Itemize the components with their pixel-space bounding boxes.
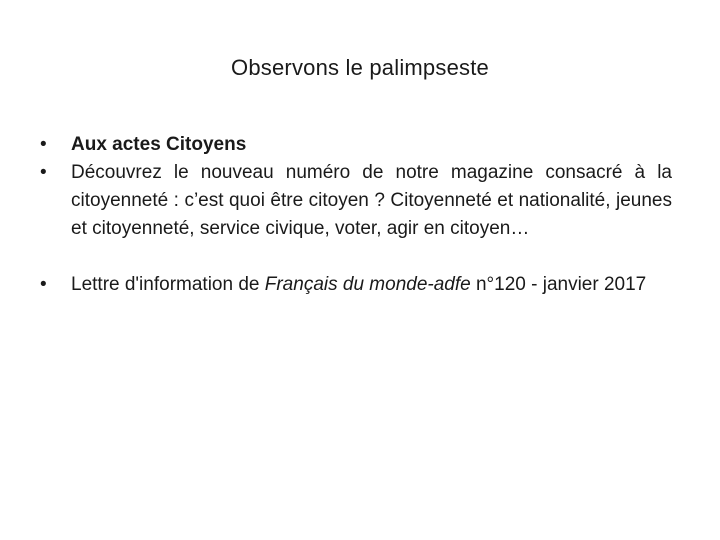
bullet-list <box>40 131 672 299</box>
bullet-text: Aux actes Citoyens <box>71 134 247 155</box>
bullet-glyph: • <box>40 162 47 183</box>
bullet-item-decouvrez <box>40 159 672 243</box>
slide-title: Observons le palimpseste <box>231 55 489 80</box>
bullet-text-after: n°120 - janvier 2017 <box>470 274 647 295</box>
bullet-glyph: • <box>40 274 47 295</box>
bullet-item-aux-actes-citoyens <box>40 131 672 159</box>
bullet-text <box>71 274 646 295</box>
bullet-glyph: • <box>40 134 47 155</box>
bullet-text-before: Lettre d'information de <box>71 274 265 295</box>
publication-name: Français du monde-adfe <box>264 274 471 295</box>
bullet-text: Découvrez le nouveau numéro de notre magazine consacré à la citoyenneté : c’est quoi être citoyen ? Citoyenneté et nationalité, jeunes et citoyenneté, service civique, voter, agir en citoyen… <box>71 162 672 239</box>
bullet-item-lettre-information <box>40 271 672 299</box>
